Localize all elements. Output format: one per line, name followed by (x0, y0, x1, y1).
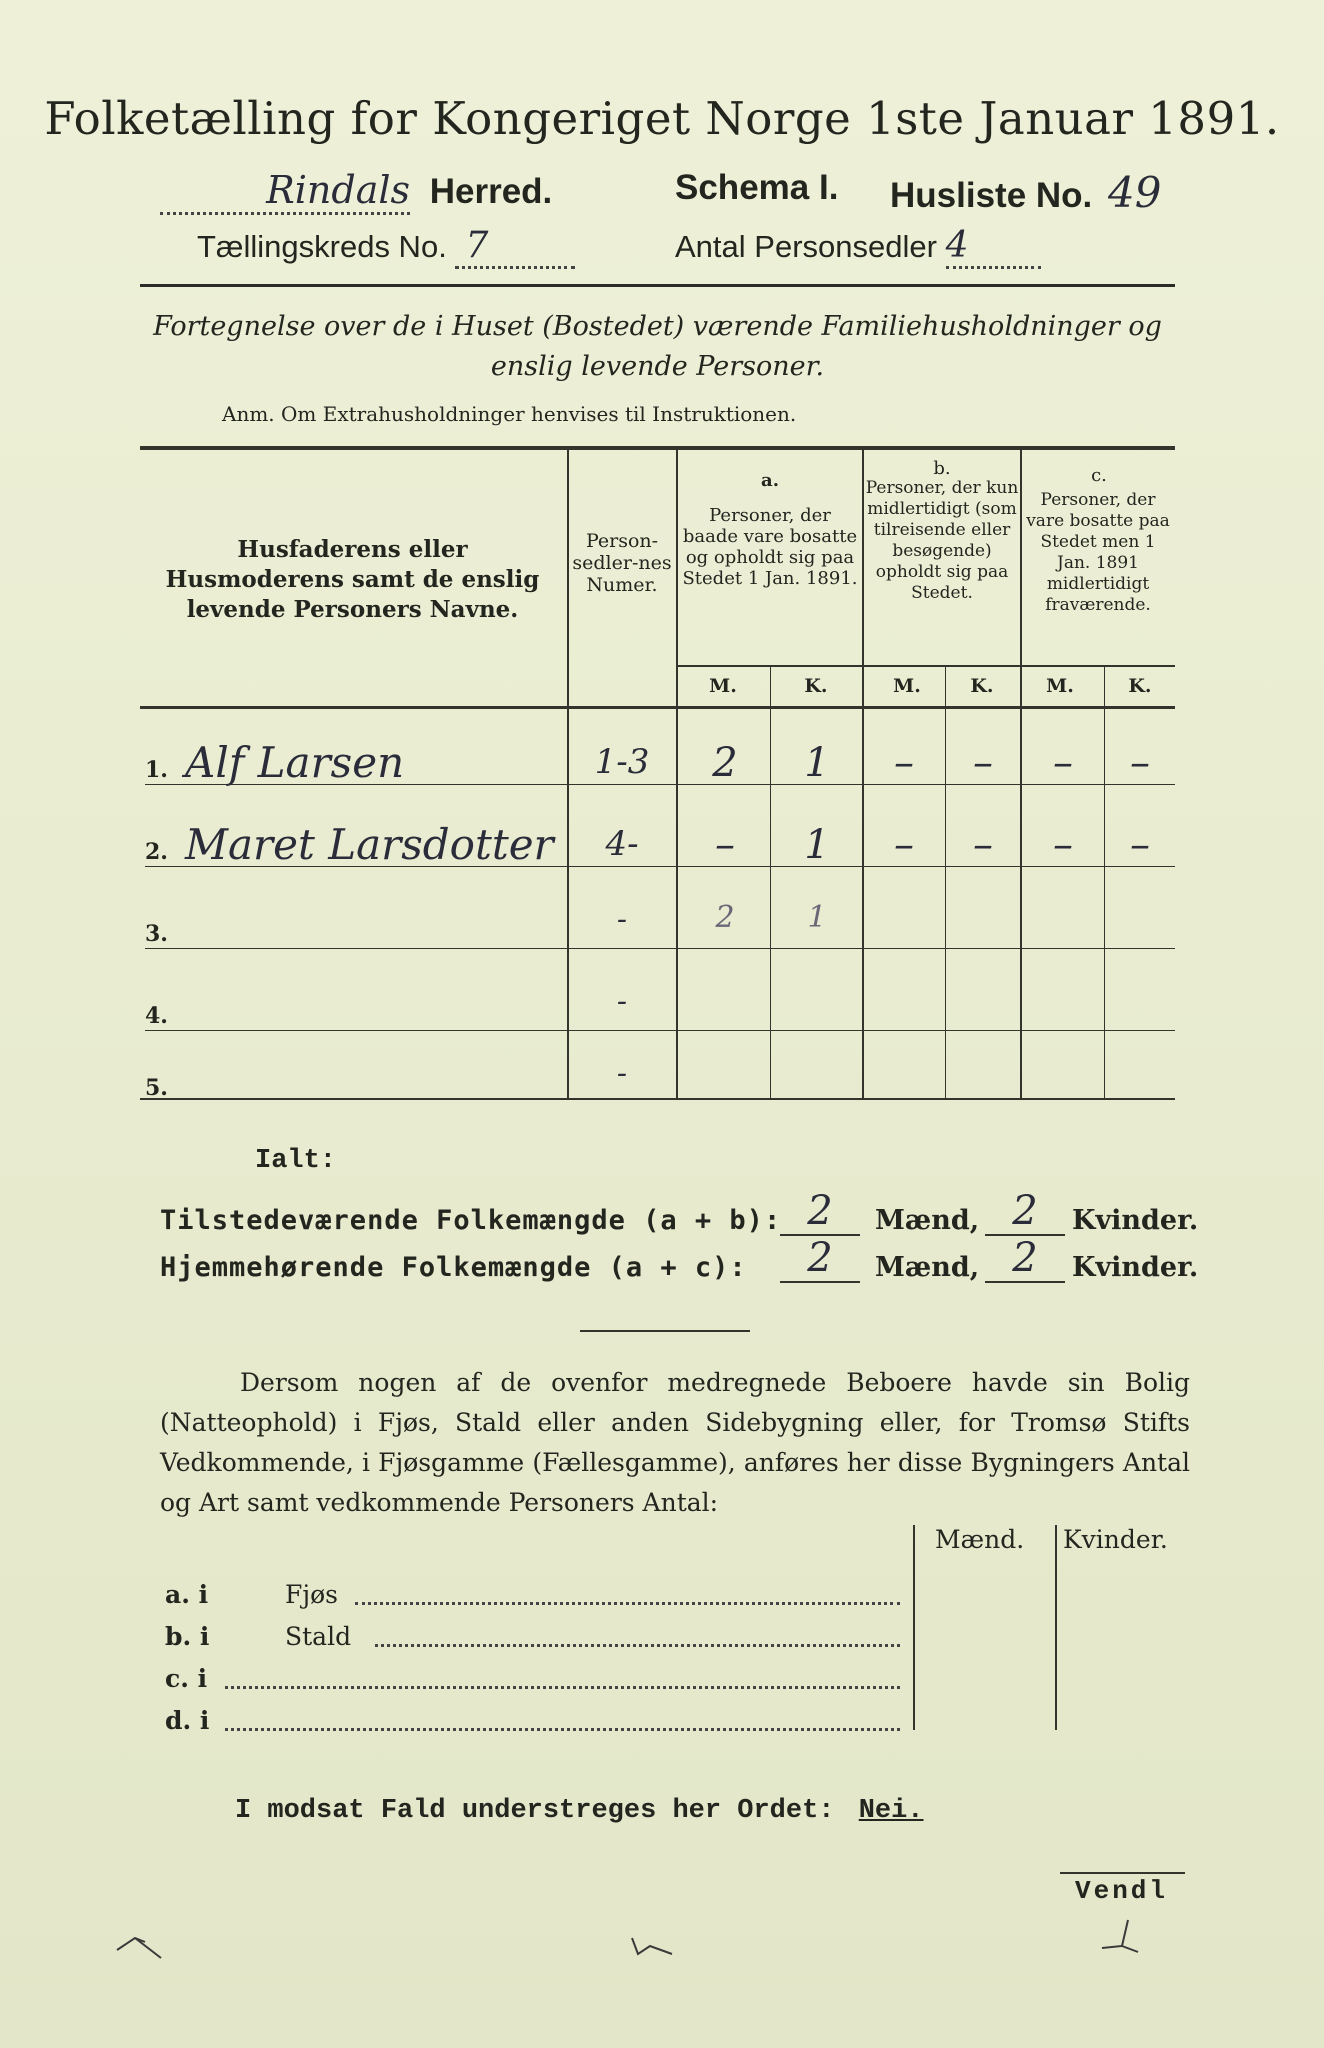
antal-label: Antal Personsedler (675, 229, 937, 264)
row-rule-3 (145, 948, 1175, 949)
section-divider (580, 1330, 750, 1332)
tilstede-label: Tilstedeværende Folkemængde (a + b): (160, 1205, 782, 1236)
corner-mark-center (628, 1932, 678, 1962)
fortegnelse-text: Fortegnelse over de i Huset (Bostedet) værende Familiehusholdninger og enslig levende Personer. (153, 311, 1162, 382)
item-dotline (355, 1602, 900, 1605)
a-m-value: 2 (712, 740, 738, 786)
c-k-value: – (1130, 822, 1150, 868)
buildings-paragraph (160, 1363, 1190, 1523)
item-letter: c. i (165, 1664, 208, 1693)
hjemme-kvinder-label: Kvinder. (1072, 1252, 1199, 1283)
antal-line (675, 225, 1041, 269)
item-dotline (375, 1644, 900, 1647)
header-a-letter: a. (761, 470, 779, 491)
a-m-value: 2 (715, 900, 735, 935)
tilstede-kvinder-value: 2 (985, 1188, 1065, 1236)
item-label: Fjøs (285, 1580, 338, 1609)
row-number: 5. (145, 1075, 168, 1101)
numer-value: - (616, 984, 628, 1019)
buildings-kvinder-header: Kvinder. (1063, 1525, 1168, 1554)
table-bottom-rule (140, 1098, 1175, 1100)
schema-label: Schema I. (675, 168, 839, 207)
row-rule-4 (145, 1030, 1175, 1031)
corner-mark-left (115, 1930, 165, 1960)
col-divider-numer (676, 446, 678, 1098)
c-m-value: – (1053, 822, 1073, 868)
buildings-divider-2 (1055, 1525, 1057, 1730)
item-label: Stald (285, 1622, 352, 1651)
a-m-value: – (715, 822, 735, 868)
item-letter: a. i (165, 1580, 209, 1609)
antal-value: 4 (946, 225, 1041, 269)
b-k-value: – (973, 740, 993, 786)
ialt-label: Ialt: (255, 1146, 337, 1176)
row-number: 3. (145, 921, 168, 947)
row-number: 1. (145, 757, 168, 783)
hjemme-label: Hjemmehørende Folkemængde (a + c): (160, 1252, 747, 1283)
form-title: Folketælling for Kongeriget Norge 1ste Januar 1891. (44, 92, 1280, 145)
col-divider-names (567, 446, 569, 1098)
kreds-label: Tællingskreds No. (197, 229, 447, 264)
person-name: Alf Larsen (185, 738, 405, 787)
husliste-label: Husliste No. (890, 176, 1093, 215)
vendl-rule (1060, 1872, 1185, 1874)
numer-value: 4- (605, 824, 639, 864)
nei-word: Nei. (858, 1796, 924, 1826)
header-c-letter: c. (1091, 465, 1107, 486)
husliste-value: 49 (1108, 168, 1162, 217)
modsat-line (235, 1796, 924, 1826)
header-rule (140, 284, 1175, 287)
header-a-text: Personer, der baade vare bosatte og opholdt sig paa Stedet 1 Jan. 1891. (682, 505, 858, 589)
c-m-value: – (1053, 740, 1073, 786)
hjemme-maend-label: Mænd, (875, 1252, 980, 1283)
c-m-label: M. (1046, 675, 1074, 697)
row-number: 4. (145, 1003, 168, 1029)
anm-note: Anm. Om Extrahusholdninger henvises til Instruktionen. (222, 402, 797, 426)
kreds-value: 7 (455, 225, 575, 269)
header-c-text: Personer, der vare bosatte paa Stedet men 1 Jan. 1891 midlertidigt fraværende. (1026, 490, 1170, 615)
hjemme-kvinder-value: 2 (985, 1235, 1065, 1283)
tilstede-maend-label: Mænd, (875, 1205, 980, 1236)
header-b-text: Personer, der kun midlertidigt (som tilreisende eller besøgende) opholdt sig paa Stedet. (865, 478, 1019, 603)
a-k-value: 1 (804, 740, 830, 786)
a-k-value: 1 (807, 900, 827, 935)
item-letter: d. i (165, 1706, 210, 1735)
tilstede-maend-value: 2 (780, 1188, 860, 1236)
header-numer: Person-sedler-nes Numer. (572, 530, 672, 596)
hjemme-maend-value: 2 (780, 1235, 860, 1283)
buildings-divider-1 (913, 1525, 915, 1730)
a-k-value: 1 (804, 822, 830, 868)
c-k-label: K. (1128, 675, 1152, 697)
header-b-letter: b. (933, 458, 951, 479)
herred-label: Herred. (429, 172, 553, 211)
a-m-label: M. (709, 675, 737, 697)
husliste-line (890, 168, 1161, 217)
herred-value: Rindals (160, 168, 410, 215)
col-divider-c-mk (1104, 665, 1105, 1098)
corner-mark-right (1098, 1918, 1148, 1958)
item-dotline (225, 1728, 900, 1731)
modsat-text: I modsat Fald understreges her Ordet: (235, 1796, 835, 1826)
person-name: Maret Larsdotter (185, 820, 554, 869)
item-letter: b. i (165, 1622, 210, 1651)
a-k-label: K. (804, 675, 828, 697)
buildings-maend-header: Mænd. (935, 1525, 1025, 1554)
c-k-value: – (1130, 740, 1150, 786)
numer-value: - (616, 902, 628, 937)
b-m-label: M. (893, 675, 921, 697)
b-k-label: K. (970, 675, 994, 697)
b-m-value: – (894, 822, 914, 868)
vendl-label: Vendl (1075, 1876, 1169, 1906)
numer-value: - (616, 1056, 628, 1091)
item-dotline (225, 1686, 900, 1689)
header-names: Husfaderens eller Husmoderens samt de enslig levende Personers Navne. (165, 536, 540, 623)
col-divider-a-mk (770, 665, 771, 1098)
herred-line (160, 168, 552, 215)
buildings-paragraph-text: Dersom nogen af de ovenfor medregnede Beboere havde sin Bolig (Natteophold) i Fjøs, Stald eller anden Sidebygning eller, for Tromsø Stifts Vedkommende, i Fjøsgamme (Fællesgamme), anføres her disse Bygningers Antal og Art samt vedkommende Personers Antal: (160, 1368, 1190, 1517)
col-divider-b-mk (945, 665, 946, 1098)
numer-value: 1-3 (594, 742, 650, 782)
row-number: 2. (145, 839, 168, 865)
b-k-value: – (973, 822, 993, 868)
kreds-line (197, 225, 575, 269)
tilstede-kvinder-label: Kvinder. (1072, 1205, 1199, 1236)
b-m-value: – (894, 740, 914, 786)
mk-subheader-rule (676, 665, 1175, 667)
